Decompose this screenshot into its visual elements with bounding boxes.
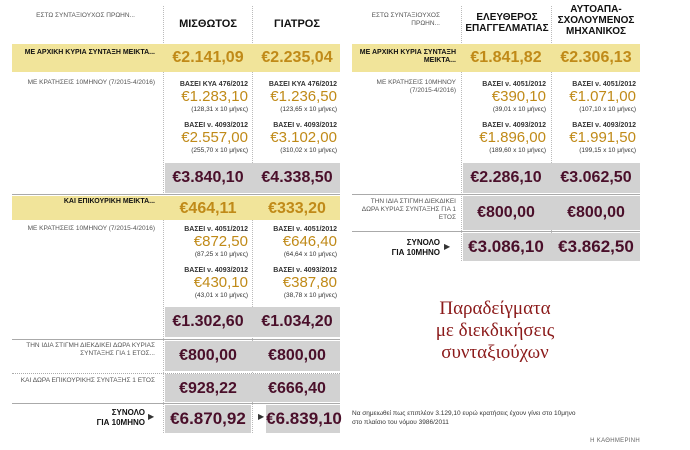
deduction-law-head: ΒΑΣΕΙ ν. 4093/2012 xyxy=(273,267,337,274)
col-header-line: ΑΥΤΟΑΠΑ- xyxy=(570,4,622,15)
aux-pension-label: ΚΑΙ ΕΠΙΚΟΥΡΙΚΗ ΜΕΙΚΤΑ... xyxy=(63,198,155,205)
divider xyxy=(12,403,340,404)
main-pension-freelancer: €1.841,82 xyxy=(470,49,542,66)
arrow-right-icon: ▶ xyxy=(258,412,265,421)
deduction-value: €1.071,00 xyxy=(569,88,636,105)
headline-line: συνταξιούχων xyxy=(441,342,549,363)
main-pension-label: ΜΕ ΑΡΧΙΚΗ ΚΥΡΙΑ ΣΥΝΤΑΞΗ ΜΕΙΚΤΑ... xyxy=(24,49,155,56)
deduction-law-head: ΒΑΣΕΙ ν. 4051/2012 xyxy=(273,226,337,233)
publisher-credit: Η ΚΑΘΗΜΕΡΙΝΗ xyxy=(590,438,640,444)
col-header-line: ΣΧΟΛΟΥΜΕΝΟΣ xyxy=(557,15,635,26)
headline-line: με διεκδικήσεις xyxy=(435,320,555,341)
deduction-note: (123,65 x 10 μήνες) xyxy=(280,106,337,113)
corner-label: ΕΣΤΩ ΣΥΝΤΑΞΙΟΥΧΟΣ ΠΡΩΗΝ... xyxy=(36,12,135,19)
deduction-note: (87,25 x 10 μήνες) xyxy=(194,251,248,258)
subtotal-salaried: €3.840,10 xyxy=(172,169,244,186)
deduction-value: €390,10 xyxy=(491,88,546,105)
main-pension-doctor: €2.235,04 xyxy=(261,49,333,66)
divider xyxy=(352,194,640,195)
col-header-salaried: ΜΙΣΘΩΤΟΣ xyxy=(179,18,237,30)
deduction-law-head: ΒΑΣΕΙ ν. 4051/2012 xyxy=(482,81,546,88)
col-header-line: ΕΛΕΥΘΕΡΟΣ xyxy=(476,12,538,23)
deduction-value: €3.102,00 xyxy=(270,129,337,146)
total-label-line1: ΣΥΝΟΛΟ xyxy=(111,408,145,417)
deduction-law-head: ΒΑΣΕΙ ΚΥΑ 476/2012 xyxy=(179,81,248,88)
deduction-note: (107,10 x 10 μήνες) xyxy=(579,106,636,113)
gift-freelancer: €800,00 xyxy=(477,204,535,221)
total-label-line2: ΓΙΑ 10ΜΗΝΟ xyxy=(96,418,145,427)
deduction-note: (255,70 x 10 μήνες) xyxy=(191,147,248,154)
deductions-label: ΜΕ ΚΡΑΤΗΣΕΙΣ 10ΜΗΝΟΥ (7/2015-4/2016) xyxy=(27,79,155,86)
col-header-line: ΕΠΑΓΓΕΛΜΑΤΙΑΣ xyxy=(465,23,549,34)
deduction-law-head: ΒΑΣΕΙ ΚΥΑ 476/2012 xyxy=(268,81,337,88)
deduction-law-head: ΒΑΣΕΙ ν. 4093/2012 xyxy=(482,122,546,129)
arrow-right-icon: ▶ xyxy=(444,242,451,251)
gift-salaried: €800,00 xyxy=(179,347,237,364)
deductions-label: ΜΕ ΚΡΑΤΗΣΕΙΣ 10ΜΗΝΟΥ (7/2015-4/2016) xyxy=(27,225,155,232)
deduction-note: (38,78 x 10 μήνες) xyxy=(283,292,337,299)
deduction-note: (39,01 x 10 μήνες) xyxy=(492,106,546,113)
subtotal-doctor: €4.338,50 xyxy=(261,169,333,186)
aux-pension-doctor: €333,20 xyxy=(268,200,326,217)
deduction-law-head: ΒΑΣΕΙ ν. 4093/2012 xyxy=(273,122,337,129)
subtotal-doctor: €1.034,20 xyxy=(261,313,333,330)
total-label xyxy=(60,408,145,428)
deduction-law-head: ΒΑΣΕΙ ν. 4093/2012 xyxy=(572,122,636,129)
total-doctor: €6.839,10 xyxy=(266,409,342,428)
deduction-value: €2.557,00 xyxy=(181,129,248,146)
headline-line: Παραδείγματα xyxy=(439,298,551,319)
footnote-line: στο πλαίσιο του νόμου 3986/2011 xyxy=(352,419,449,426)
total-label xyxy=(358,238,440,258)
deduction-note: (199,15 x 10 μήνες) xyxy=(579,147,636,154)
total-salaried: €6.870,92 xyxy=(170,409,246,428)
total-label-line1: ΣΥΝΟΛΟ xyxy=(406,238,440,247)
total-freelancer: €3.086,10 xyxy=(468,237,544,256)
gift-label: ΤΗΝ ΙΔΙΑ ΣΤΙΓΜΗ ΔΙΕΚΔΙΚΕΙ ΔΩΡΑ ΚΥΡΙΑΣ ΣΥΝΤΑΞΗΣ ΓΙΑ 1 ΕΤΟΣ... xyxy=(26,342,155,357)
gift2-doctor: €666,40 xyxy=(268,380,326,397)
deduction-law-head: ΒΑΣΕΙ ν. 4051/2012 xyxy=(572,81,636,88)
divider xyxy=(352,231,640,232)
divider xyxy=(12,194,340,195)
col-header-engineer xyxy=(553,4,639,37)
deduction-note: (189,60 x 10 μήνες) xyxy=(489,147,546,154)
gift2-salaried: €928,22 xyxy=(179,380,237,397)
deduction-law-head: ΒΑΣΕΙ ν. 4093/2012 xyxy=(184,267,248,274)
arrow-right-icon: ▶ xyxy=(148,412,155,421)
gift-label: ΤΗΝ ΙΔΙΑ ΣΤΙΓΜΗ ΔΙΕΚΔΙΚΕΙ ΔΩΡΑ ΚΥΡΙΑΣ ΣΥΝΤΑΞΗΣ ΓΙΑ 1 ΕΤΟΣ xyxy=(361,198,456,221)
footnote xyxy=(352,409,652,427)
col-header-doctor: ΓΙΑΤΡΟΣ xyxy=(274,18,320,30)
deduction-note: (128,31 x 10 μήνες) xyxy=(191,106,248,113)
subtotal-freelancer: €2.286,10 xyxy=(470,169,542,186)
deduction-value: €387,80 xyxy=(282,274,337,291)
total-engineer: €3.862,50 xyxy=(558,237,634,256)
main-pension-label: ΜΕ ΑΡΧΙΚΗ ΚΥΡΙΑ ΣΥΝΤΑΞΗ ΜΕΙΚΤΑ... xyxy=(359,49,456,64)
main-pension-engineer: €2.306,13 xyxy=(560,49,632,66)
deduction-value: €1.236,50 xyxy=(270,88,337,105)
headline xyxy=(395,298,595,364)
divider xyxy=(12,339,340,340)
deduction-note: (310,02 x 10 μήνες) xyxy=(280,147,337,154)
deduction-law-head: ΒΑΣΕΙ ν. 4051/2012 xyxy=(184,226,248,233)
deduction-law-head: ΒΑΣΕΙ ν. 4093/2012 xyxy=(184,122,248,129)
deduction-value: €1.896,00 xyxy=(479,129,546,146)
col-header-freelancer xyxy=(464,12,550,34)
gift-doctor: €800,00 xyxy=(268,347,326,364)
gift2-label: ΚΑΙ ΔΩΡΑ ΕΠΙΚΟΥΡΙΚΗΣ ΣΥΝΤΑΞΗΣ 1 ΕΤΟΣ xyxy=(20,377,155,384)
deduction-value: €872,50 xyxy=(193,233,248,250)
deductions-label: ΜΕ ΚΡΑΤΗΣΕΙΣ 10ΜΗΝΟΥ (7/2015-4/2016) xyxy=(376,79,456,94)
deduction-value: €1.991,50 xyxy=(569,129,636,146)
deduction-note: (64,64 x 10 μήνες) xyxy=(283,251,337,258)
corner-label: ΕΣΤΩ ΣΥΝΤΑΞΙΟΥΧΟΣ ΠΡΩΗΝ... xyxy=(371,12,440,27)
deduction-value: €430,10 xyxy=(193,274,248,291)
subtotal-engineer: €3.062,50 xyxy=(560,169,632,186)
subtotal-salaried: €1.302,60 xyxy=(172,313,244,330)
deduction-value: €1.283,10 xyxy=(181,88,248,105)
deduction-value: €646,40 xyxy=(282,233,337,250)
deduction-note: (43,01 x 10 μήνες) xyxy=(194,292,248,299)
footnote-line: Να σημειωθεί πως επιπλέον 3.129,10 ευρώ κρατήσεις έχουν γίνει στο 10μηνο xyxy=(352,410,576,417)
aux-pension-salaried: €464,11 xyxy=(179,200,237,217)
col-header-line: ΜΗΧΑΝΙΚΟΣ xyxy=(566,26,626,37)
gift-engineer: €800,00 xyxy=(567,204,625,221)
main-pension-salaried: €2.141,09 xyxy=(172,49,244,66)
total-label-line2: ΓΙΑ 10ΜΗΝΟ xyxy=(391,248,440,257)
